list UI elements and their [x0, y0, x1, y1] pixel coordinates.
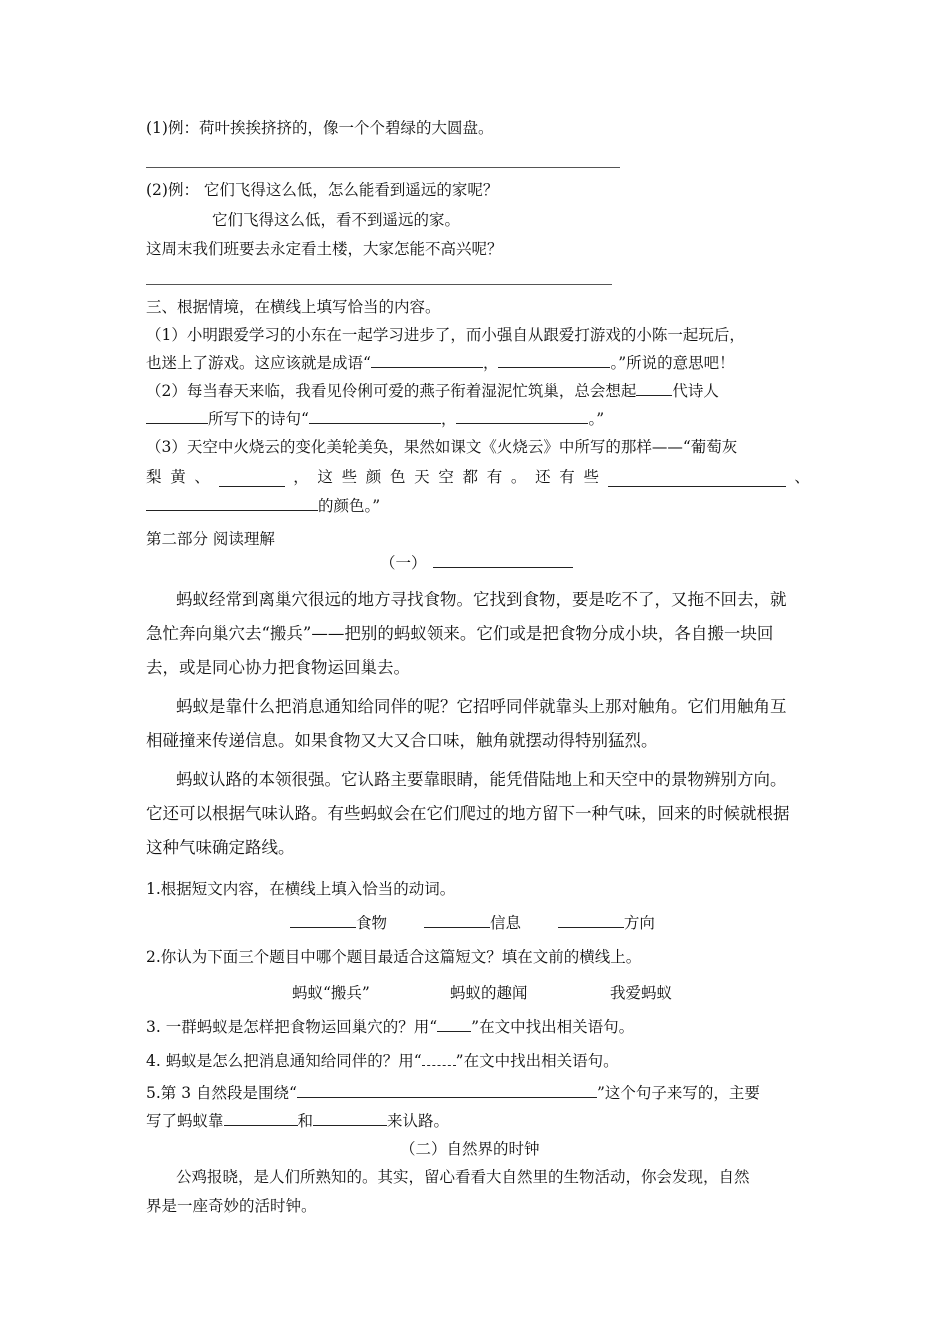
- blank-idiom-2[interactable]: [498, 353, 610, 368]
- example-2-question: [146, 239, 810, 259]
- passage-1-label: （一）: [380, 554, 427, 572]
- para-4-line1: [176, 1167, 810, 1187]
- para-2-line1: [176, 696, 810, 718]
- blank-verb-3[interactable]: [558, 913, 624, 928]
- section-3-title: [146, 297, 810, 317]
- part-2-title-text: 第二部分 阅读理解: [146, 530, 275, 548]
- question-1-blanks: [290, 913, 690, 933]
- s3-q3-w6: 些: [341, 468, 358, 486]
- verb-target-1: 食物: [356, 914, 388, 932]
- s3-q3-w1: 梨: [146, 468, 162, 486]
- para-2-line1-text: 蚂蚁是靠什么把消息通知给同伴的呢？它招呼同伴就靠头上那对触角。它们用触角互: [176, 697, 787, 716]
- para-4-line2: [146, 1196, 810, 1216]
- s3-q2-line2c: 。”: [588, 410, 605, 428]
- s3-q1-comma: ，: [482, 354, 499, 372]
- question-4-text-b: ”在文中找出相关语句。: [455, 1052, 619, 1070]
- s3-q2-line2a: 所写下的诗句“: [208, 410, 309, 428]
- passage-1-title: [380, 553, 620, 573]
- passage-2-title: [400, 1139, 600, 1159]
- blank-verb-1[interactable]: [290, 913, 356, 928]
- title-option-1[interactable]: 蚂蚁“搬兵”: [292, 984, 370, 1002]
- blank-poet[interactable]: [146, 409, 208, 424]
- s3-q1-line1: [146, 325, 810, 345]
- blank-color-2[interactable]: [608, 472, 786, 487]
- para-3-line2: [146, 803, 810, 825]
- s3-q1-line2: [146, 353, 810, 373]
- para-1-line3-text: 去，或是同心协力把食物运回巢去。: [146, 658, 410, 677]
- s3-q3-w2: 黄: [170, 468, 186, 486]
- s3-q3-w8: 色: [389, 468, 406, 486]
- verb-target-2: 信息: [489, 914, 521, 932]
- para-1-line2-text: 急忙奔向巢穴去“搬兵”——把别的蚂蚁领来。它们或是把食物分成小块，各自搬一块回: [146, 624, 774, 643]
- question-3: [146, 1017, 810, 1037]
- question-5-line2: [146, 1111, 810, 1131]
- question-4-text-a: 4. 蚂蚁是怎么把消息通知给同伴的？用“: [146, 1052, 422, 1070]
- part-2-title: [146, 529, 810, 549]
- s3-q3-w14: 还: [535, 468, 551, 486]
- para-3-line1-text: 蚂蚁认路的本领很强。它认路主要靠眼睛，能凭借陆地上和天空中的景物辨别方向。: [176, 770, 787, 789]
- question-2-text: 2.你认为下面三个题目中哪个题目最适合这篇短文？填在文前的横线上。: [146, 948, 642, 966]
- blank-verb-2[interactable]: [424, 913, 490, 928]
- answer-line-2[interactable]: [146, 284, 612, 285]
- question-5-text-b: ”这个句子来写的，主要: [596, 1084, 760, 1102]
- s3-q1-line2c: 。”所说的意思吧！: [610, 354, 735, 372]
- example-2b-text: 它们飞得这么低，看不到遥远的家。: [212, 211, 461, 229]
- s3-q3-line1-text: （3）天空中火烧云的变化美轮美奂，果然如课文《火烧云》中所写的那样——“葡萄灰: [146, 438, 738, 456]
- question-2: [146, 947, 810, 967]
- s3-q3-w15: 有: [559, 468, 575, 486]
- blank-verse-1[interactable]: [309, 409, 441, 424]
- para-4-line2-text: 界是一座奇妙的活时钟。: [146, 1197, 317, 1215]
- s3-q3-w11: 都: [462, 468, 479, 486]
- blank-means-2[interactable]: [313, 1111, 387, 1126]
- passage-2-title-text: （二）自然界的时钟: [400, 1140, 540, 1158]
- s3-q3-line1: [146, 437, 810, 457]
- blank-color-3[interactable]: [146, 496, 318, 511]
- s3-q3-w17: 、: [794, 468, 810, 486]
- example-2a-text: (2)例： 它们飞得这么低，怎么能看到遥远的家呢？: [146, 181, 499, 199]
- s3-q3-w12: 有: [486, 468, 503, 486]
- blank-idiom-1[interactable]: [371, 353, 483, 368]
- para-3-line3: [146, 837, 810, 859]
- blank-color-1[interactable]: [219, 472, 285, 487]
- para-1-line3: [146, 657, 810, 679]
- question-5-text-e: 来认路。: [387, 1112, 450, 1130]
- s3-q2-line1: [146, 381, 810, 401]
- s3-q3-w16: 些: [583, 468, 599, 486]
- blank-dynasty[interactable]: [636, 381, 672, 396]
- example-2a: [146, 180, 810, 200]
- s3-q3-line2: [146, 467, 810, 487]
- para-1-line2: [146, 623, 810, 645]
- example-2b: [212, 210, 876, 230]
- question-5-text-a: 5.第 3 自然段是围绕“: [146, 1084, 297, 1102]
- question-1: [146, 879, 810, 899]
- question-3-text-b: ”在文中找出相关语句。: [471, 1018, 635, 1036]
- blank-passage-title[interactable]: [433, 553, 573, 568]
- s3-q3-line3: [146, 496, 810, 516]
- blank-means-1[interactable]: [224, 1111, 298, 1126]
- s3-q2-line1b: 代诗人: [672, 382, 719, 400]
- para-4-line1-text: 公鸡报晓，是人们所熟知的。其实，留心看看大自然里的生物活动，你会发现，自然: [176, 1168, 750, 1186]
- straight-line-mark: [437, 1017, 471, 1032]
- question-5-text-c: 写了蚂蚁靠: [146, 1112, 224, 1130]
- s3-q3-w9: 天: [414, 468, 430, 486]
- title-option-2[interactable]: 蚂蚁的趣闻: [450, 984, 528, 1002]
- para-2-line2-text: 相碰撞来传递信息。如果食物又大又合口味，触角就摆动得特别猛烈。: [146, 731, 658, 750]
- para-3-line3-text: 这种气味确定路线。: [146, 838, 295, 857]
- question-5-line1: [146, 1083, 810, 1103]
- s3-q1-line1-text: （1）小明跟爱学习的小东在一起学习进步了，而小强自从跟爱打游戏的小陈一起玩后，: [146, 326, 745, 344]
- verb-target-3: 方向: [623, 914, 655, 932]
- s3-q3-line3-text: 的颜色。”: [318, 497, 381, 515]
- para-2-line2: [146, 730, 810, 752]
- blank-key-sentence[interactable]: [297, 1083, 597, 1098]
- s3-q3-w4: ，: [293, 468, 309, 486]
- question-3-text-a: 3. 一群蚂蚁是怎样把食物运回巢穴的？用“: [146, 1018, 438, 1036]
- s3-q1-line2a: 也迷上了游戏。这应该就是成语“: [146, 354, 371, 372]
- para-1-line1-text: 蚂蚁经常到离巢穴很远的地方寻找食物。它找到食物，要是吃不了，又拖不回去，就: [176, 590, 787, 609]
- example-2-question-text: 这周末我们班要去永定看土楼，大家怎能不高兴呢？: [146, 240, 503, 258]
- question-4: [146, 1051, 810, 1071]
- para-1-line1: [176, 589, 810, 611]
- s3-q2-line2: [146, 409, 810, 429]
- s3-q3-w10: 空: [438, 468, 454, 486]
- s3-q2-line1a: （2）每当春天来临，我看见伶俐可爱的燕子衔着湿泥忙筑巢，总会想起: [146, 382, 637, 400]
- section-3-title-text: 三、根据情境，在横线上填写恰当的内容。: [146, 298, 441, 316]
- s3-q3-w3: 、: [194, 468, 210, 486]
- wavy-line-mark: [422, 1051, 456, 1066]
- para-3-line2-text: 它还可以根据气味认路。有些蚂蚁会在它们爬过的地方留下一种气味，回来的时候就根据: [146, 804, 790, 823]
- answer-line-1[interactable]: [146, 167, 620, 168]
- question-5-text-d: 和: [297, 1112, 314, 1130]
- s3-q3-w5: 这: [317, 468, 333, 486]
- question-1-text: 1.根据短文内容，在横线上填入恰当的动词。: [146, 880, 456, 898]
- s3-q3-w13: 。: [510, 468, 527, 486]
- s3-q2-comma: ，: [440, 410, 457, 428]
- title-option-3[interactable]: 我爱蚂蚁: [610, 984, 673, 1002]
- s3-q3-w7: 颜: [365, 468, 382, 486]
- example-1-text: (1)例：荷叶挨挨挤挤的，像一个个碧绿的大圆盘。: [146, 119, 494, 137]
- para-3-line1: [176, 769, 810, 791]
- example-1: [146, 118, 810, 138]
- blank-verse-2[interactable]: [456, 409, 588, 424]
